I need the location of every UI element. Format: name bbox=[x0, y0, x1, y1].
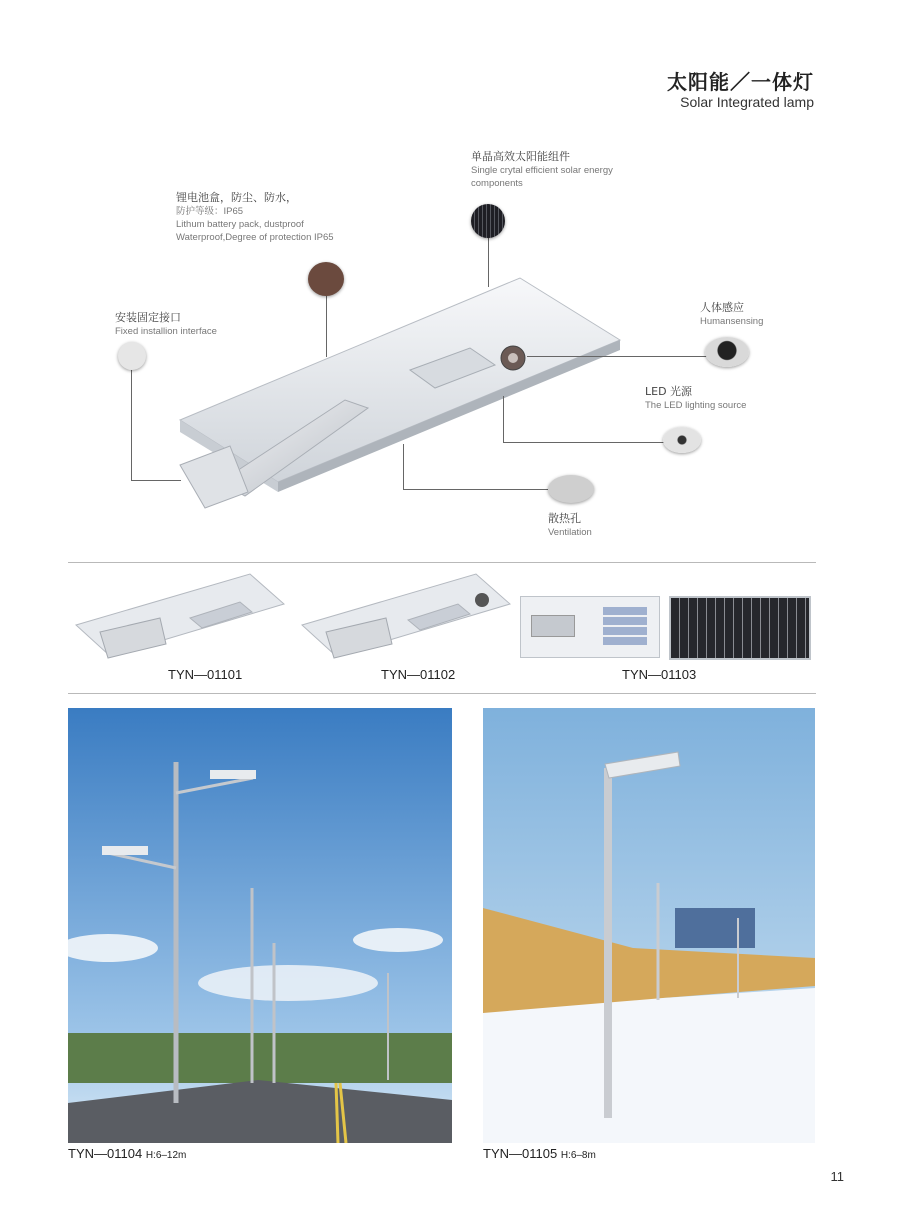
lamp-body bbox=[180, 278, 620, 482]
callout-mount-cn: 安装固定接口 bbox=[115, 311, 181, 324]
scene-caption-01105 bbox=[483, 1146, 596, 1161]
leader-sensor bbox=[527, 356, 707, 357]
leader-mount bbox=[131, 368, 132, 480]
callout-solar-en2: components bbox=[471, 178, 523, 189]
sensor-thumb bbox=[705, 337, 749, 367]
mount-thumb bbox=[118, 342, 146, 370]
page-title: 太阳能／一体灯 bbox=[667, 70, 814, 94]
battery-thumb bbox=[308, 262, 344, 296]
led-thumb bbox=[663, 427, 701, 453]
model-label-01102: TYN—01102 bbox=[381, 667, 456, 682]
model-label-01103: TYN—01103 bbox=[622, 667, 697, 682]
callout-sensor-en: Humansensing bbox=[700, 316, 764, 327]
leader-vent bbox=[403, 444, 404, 489]
vent-thumb bbox=[548, 475, 594, 503]
scene-code-01105: TYN—01105 bbox=[483, 1146, 558, 1161]
solar-panel-thumb bbox=[471, 204, 505, 238]
divider-bottom bbox=[68, 693, 816, 694]
scene-snow-photo bbox=[483, 708, 815, 1143]
callout-battery-cn2: 防护等级：IP65 bbox=[176, 206, 244, 217]
callout-led bbox=[645, 385, 746, 412]
callout-battery-cn1: 锂电池盒，防尘、防水， bbox=[176, 191, 297, 204]
scene-highway-photo bbox=[68, 708, 452, 1143]
model-01103-panel bbox=[669, 596, 811, 660]
leader-solar bbox=[488, 237, 489, 287]
scene-height-01104: H:6–12m bbox=[145, 1150, 187, 1161]
callout-mount-en: Fixed installion interface bbox=[115, 326, 217, 337]
scene-code-01104: TYN—01104 bbox=[68, 1146, 143, 1161]
scene-caption-01104 bbox=[68, 1146, 186, 1161]
callout-vent bbox=[548, 512, 592, 539]
callout-sensor bbox=[700, 301, 763, 328]
scene-height-01105: H:6–8m bbox=[560, 1150, 596, 1161]
leader-led-h bbox=[503, 442, 665, 443]
callout-battery bbox=[176, 191, 334, 244]
page-subtitle: Solar Integrated lamp bbox=[680, 94, 814, 110]
callout-solar-en1: Single crytal efficient solar energy bbox=[471, 165, 613, 176]
divider-top bbox=[68, 562, 816, 563]
page-number: 11 bbox=[830, 1169, 844, 1184]
model-label-01101: TYN—01101 bbox=[168, 667, 243, 682]
leader-mount-h bbox=[131, 480, 181, 481]
callout-led-en: The LED lighting source bbox=[645, 400, 747, 411]
model-01102-image bbox=[296, 570, 516, 665]
callout-mount bbox=[115, 311, 217, 338]
callout-vent-en: Ventilation bbox=[548, 527, 592, 538]
leader-vent-h bbox=[403, 489, 548, 490]
callout-battery-en1: Lithum battery pack, dustproof bbox=[176, 219, 304, 230]
callout-sensor-cn: 人体感应 bbox=[700, 301, 744, 314]
callout-led-cn: LED 光源 bbox=[645, 385, 693, 398]
callout-vent-cn: 散热孔 bbox=[548, 512, 581, 525]
callout-solar-cn: 单晶高效太阳能组件 bbox=[471, 150, 570, 163]
model-01101-image bbox=[70, 570, 290, 665]
callout-battery-en2: Waterproof,Degree of protection IP65 bbox=[176, 232, 334, 243]
callout-solar bbox=[471, 150, 613, 190]
model-01103-underside bbox=[520, 596, 660, 658]
leader-battery bbox=[326, 295, 327, 357]
leader-led bbox=[503, 396, 504, 442]
